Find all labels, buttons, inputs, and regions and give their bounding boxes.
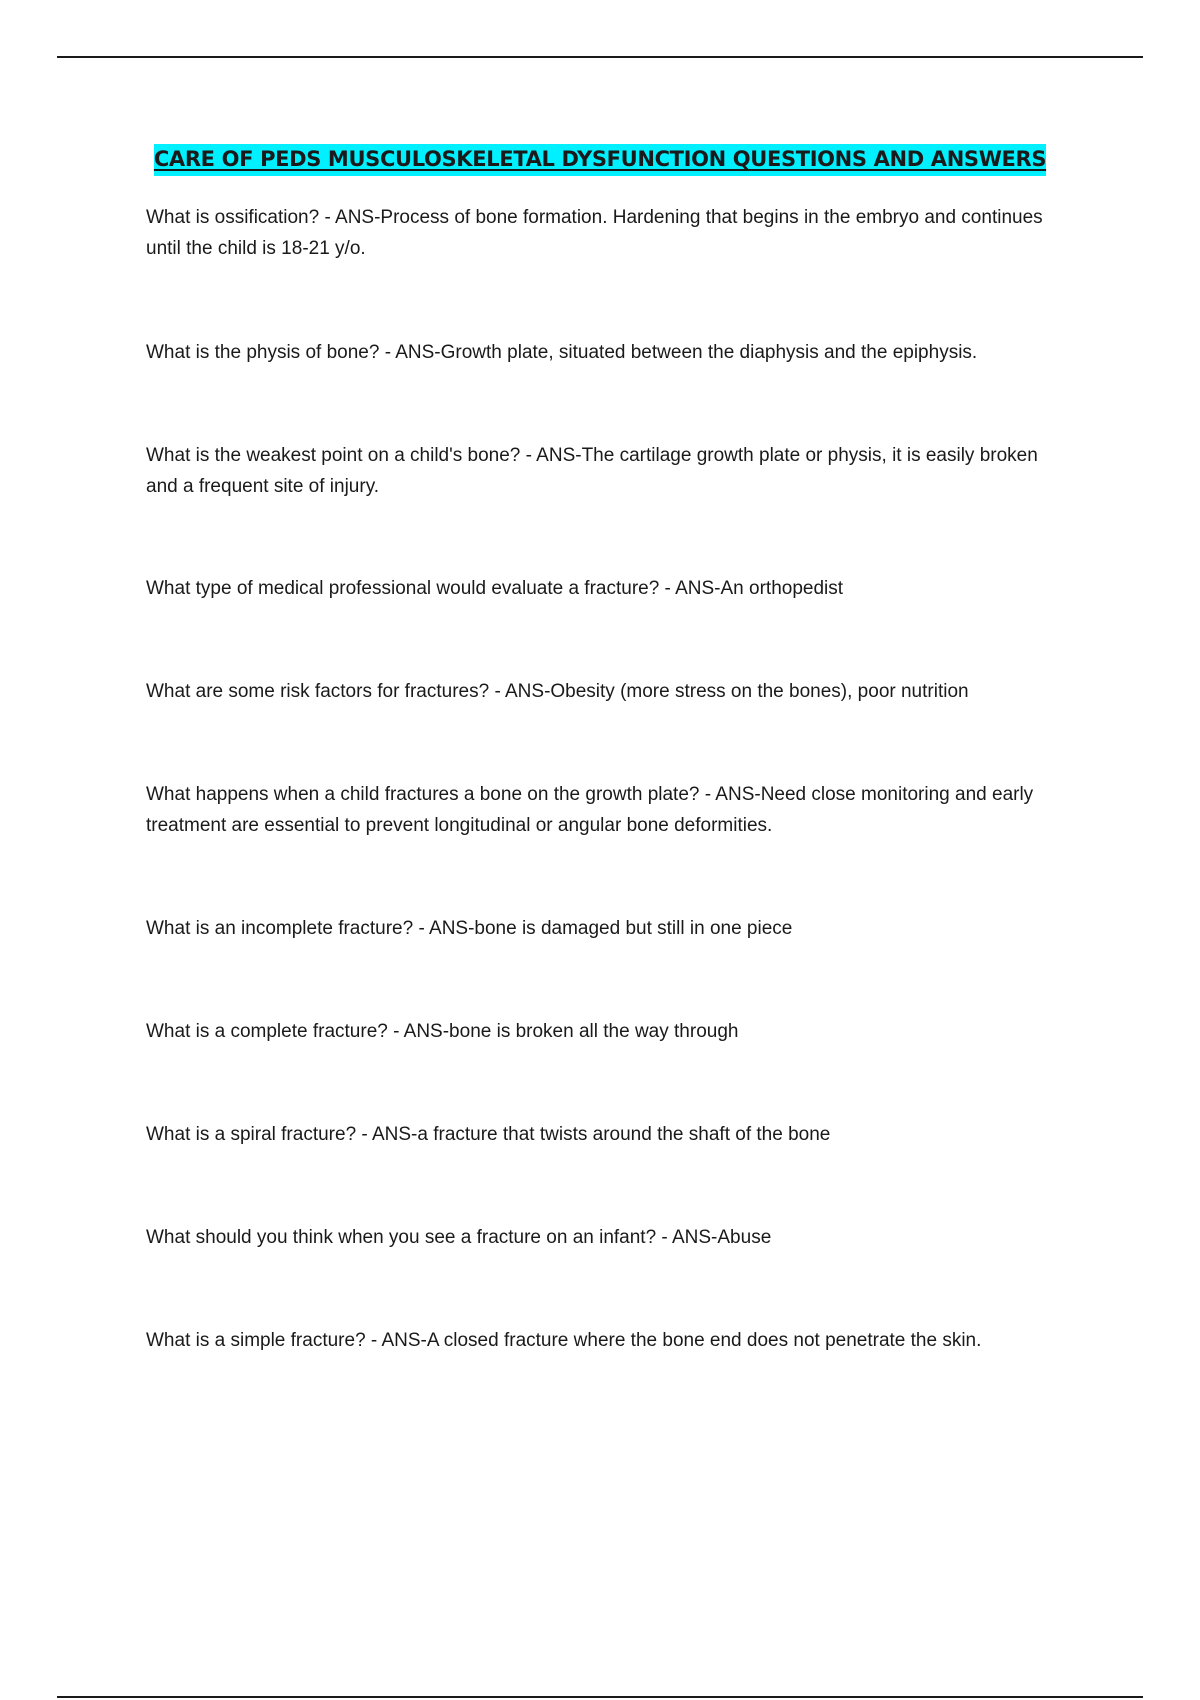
qa-item-ossification: What is ossification? - ANS-Process of bone formation. Hardening that begins in the embryo and continues until the child is 18-21 y/o. bbox=[146, 207, 1043, 259]
document-title: CARE OF PEDS MUSCULOSKELETAL DYSFUNCTION QUESTIONS AND ANSWERS bbox=[154, 144, 1046, 176]
qa-item-medical-professional: What type of medical professional would evaluate a fracture? - ANS-An orthopedist bbox=[146, 578, 844, 599]
qa-item-physis: What is the physis of bone? - ANS-Growth plate, situated between the diaphysis and the epiphysis. bbox=[146, 342, 978, 363]
qa-item-weakest-point: What is the weakest point on a child's bone? - ANS-The cartilage growth plate or physis, it is easily broken and a frequent site of injury. bbox=[146, 445, 1038, 497]
qa-item-risk-factors: What are some risk factors for fractures? - ANS-Obesity (more stress on the bones), poor nutrition bbox=[146, 681, 969, 702]
qa-item-incomplete-fracture: What is an incomplete fracture? - ANS-bone is damaged but still in one piece bbox=[146, 918, 793, 939]
qa-item-growth-plate-fracture: What happens when a child fractures a bone on the growth plate? - ANS-Need close monitoring and early treatment are essential to prevent longitudinal or angular bone deformities. bbox=[146, 784, 1034, 836]
qa-item-infant-fracture: What should you think when you see a fracture on an infant? - ANS-Abuse bbox=[146, 1227, 772, 1248]
qa-item-simple-fracture: What is a simple fracture? - ANS-A closed fracture where the bone end does not penetrate the skin. bbox=[146, 1330, 982, 1351]
qa-item-complete-fracture: What is a complete fracture? - ANS-bone is broken all the way through bbox=[146, 1021, 739, 1042]
footer-rule bbox=[57, 1696, 1143, 1698]
qa-item-spiral-fracture: What is a spiral fracture? - ANS-a fracture that twists around the shaft of the bone bbox=[146, 1124, 831, 1145]
